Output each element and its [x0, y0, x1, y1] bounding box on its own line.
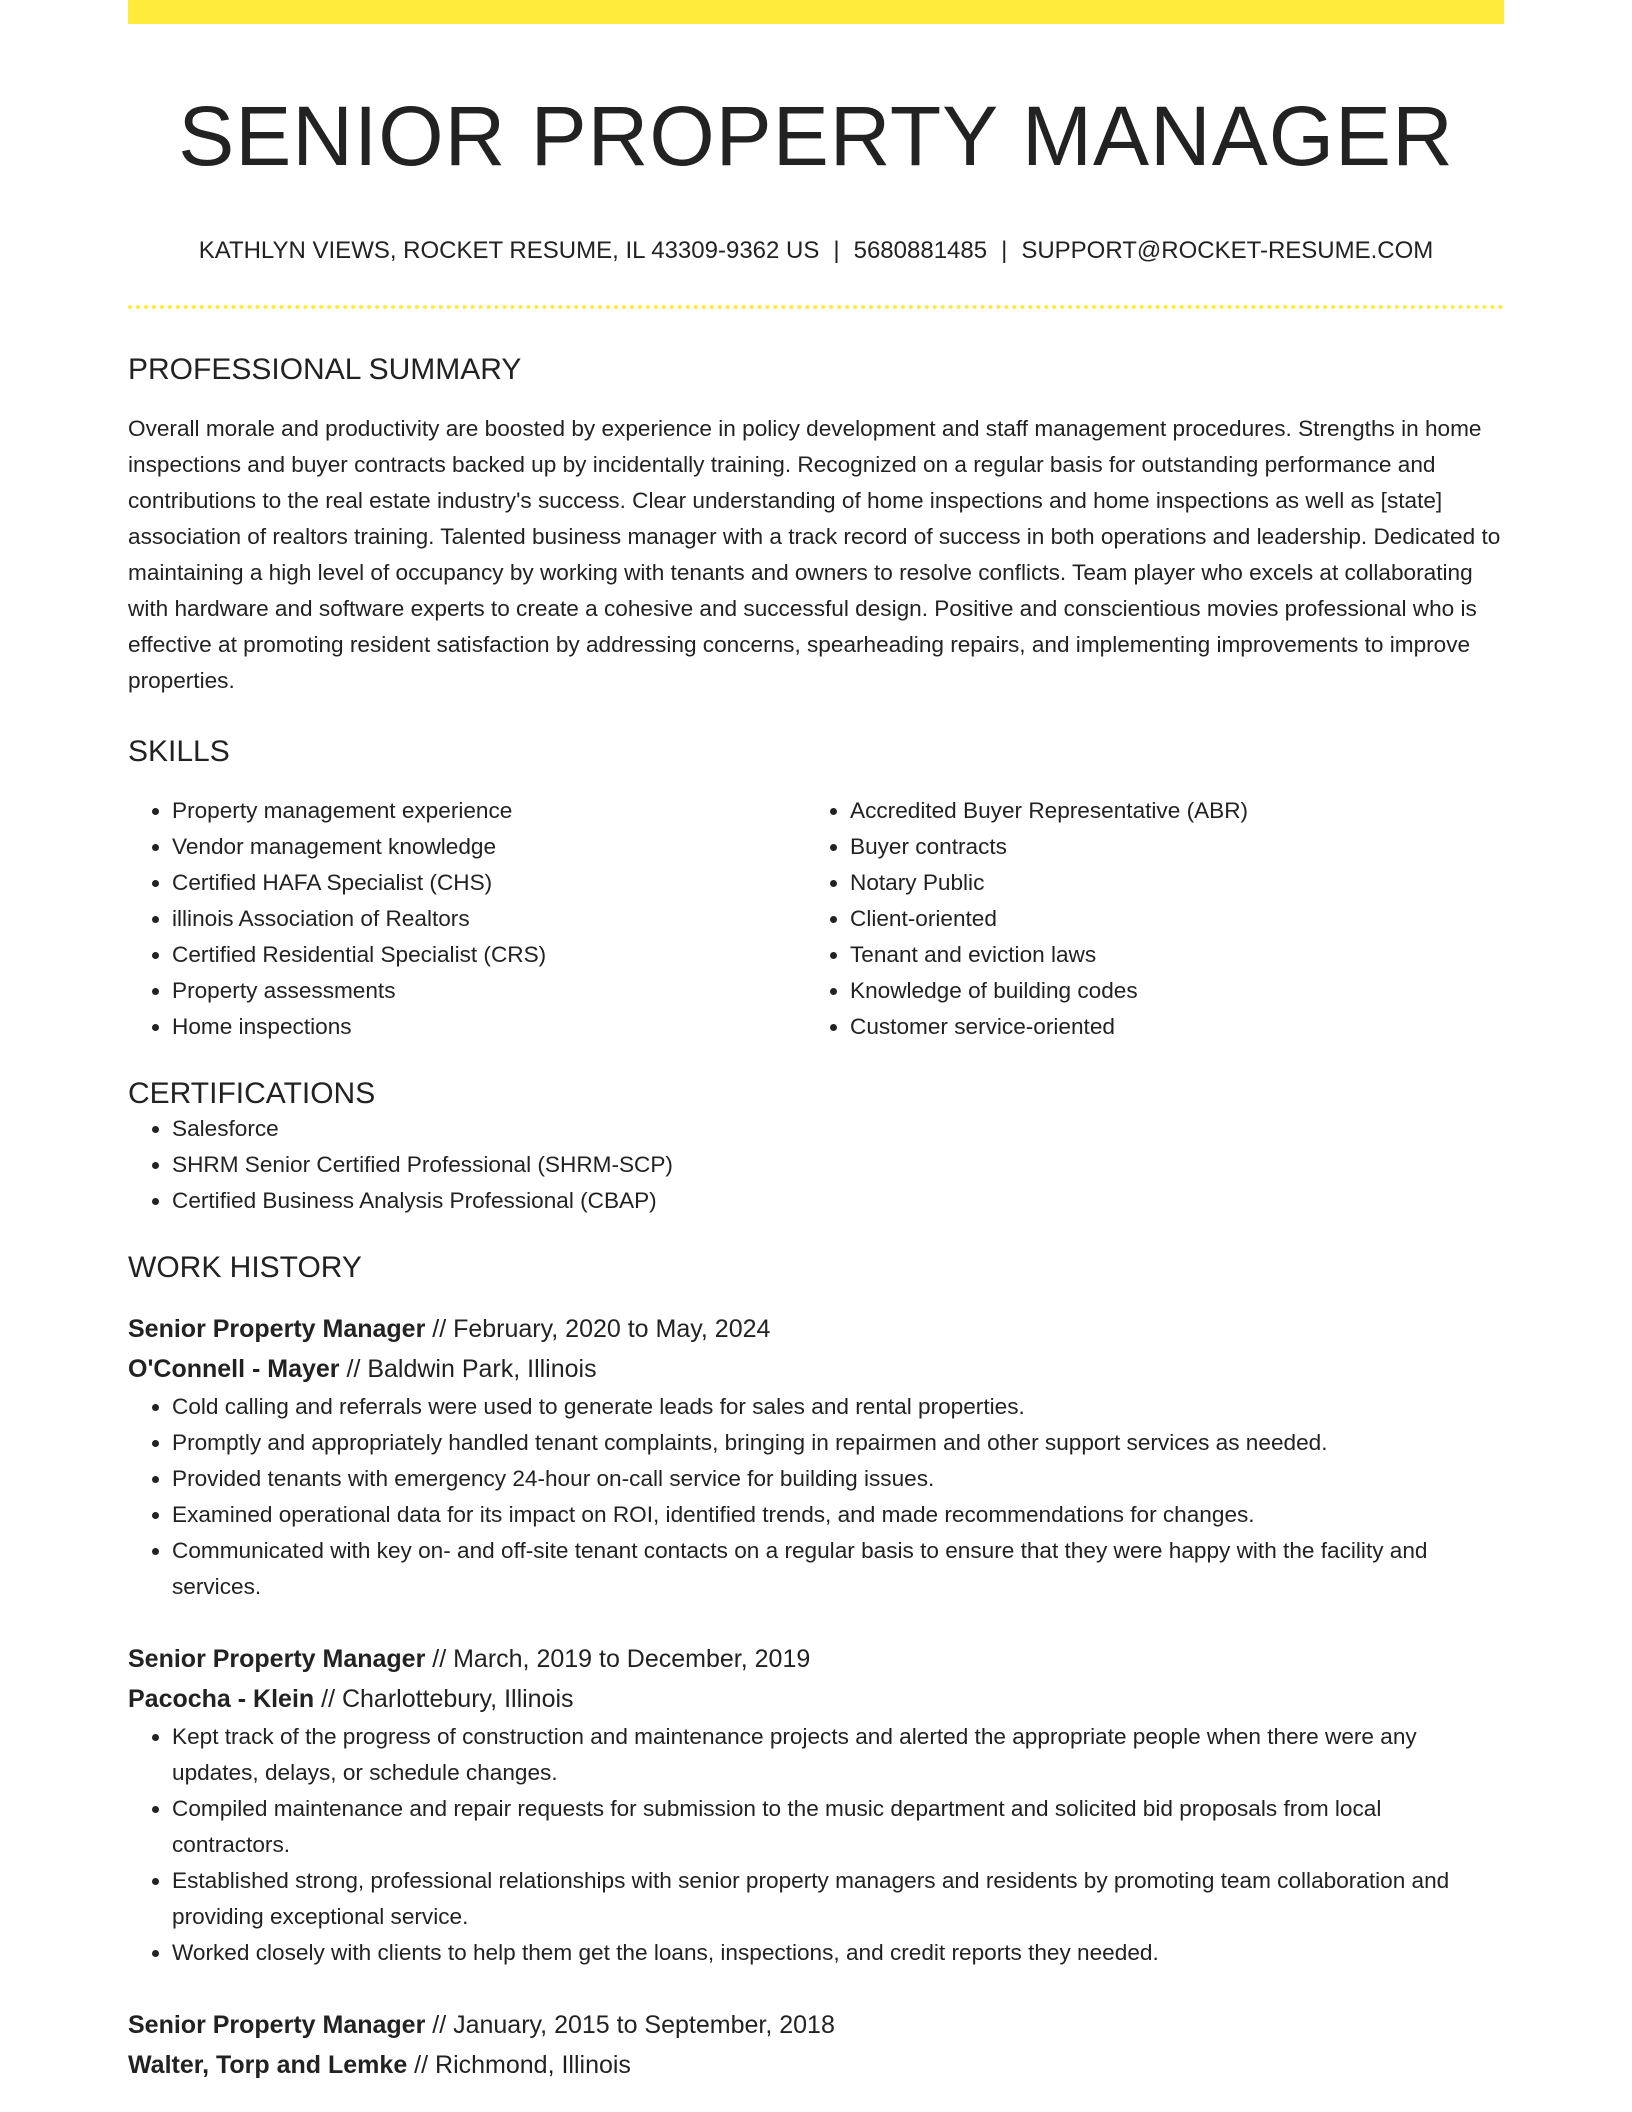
certification-item: • Certified Business Analysis Professional (CBAP)	[172, 1183, 1504, 1219]
certification-item: • SHRM Senior Certified Professional (SHRM-SCP)	[172, 1147, 1504, 1183]
job-role: Senior Property Manager	[128, 1644, 426, 1673]
contact-address: KATHLYN VIEWS, ROCKET RESUME, IL 43309-9362 US	[198, 236, 820, 264]
skills-column-left	[128, 793, 806, 1045]
skills-heading: SKILLS	[128, 734, 230, 768]
job-role-line	[128, 1309, 1504, 1349]
contact-phone: 5680881485	[853, 236, 988, 264]
job-company: Walter, Torp and Lemke	[128, 2050, 408, 2079]
job-bullet: • Promptly and appropriately handled tenant complaints, bringing in repairmen and other support services as needed.	[172, 1425, 1504, 1461]
skill-item: • Certified HAFA Specialist (CHS)	[172, 865, 806, 901]
job-location: // Richmond, Illinois	[407, 2050, 631, 2079]
job-dates: // January, 2015 to September, 2018	[425, 2010, 835, 2039]
skill-item: • Customer service-oriented	[850, 1009, 1484, 1045]
job-bullet: • Worked closely with clients to help them get the loans, inspections, and credit reports they needed.	[172, 1935, 1504, 1971]
skill-item: • Notary Public	[850, 865, 1484, 901]
certifications-heading: CERTIFICATIONS	[128, 1076, 376, 1110]
dotted-divider	[128, 305, 1504, 309]
job-location: // Baldwin Park, Illinois	[339, 1354, 597, 1383]
skill-item: • Knowledge of building codes	[850, 973, 1484, 1009]
job-bullets	[128, 1719, 1504, 1971]
job-role-line	[128, 1639, 1504, 1679]
work-history-heading: WORK HISTORY	[128, 1250, 362, 1284]
skills-list-right	[806, 793, 1484, 1045]
contact-separator: |	[1001, 236, 1008, 264]
job-role: Senior Property Manager	[128, 1314, 426, 1343]
skill-item: • Property management experience	[172, 793, 806, 829]
skills-list-left	[128, 793, 806, 1045]
job-dates: // February, 2020 to May, 2024	[425, 1314, 771, 1343]
job-entry	[128, 1309, 1504, 1605]
job-bullet: • Examined operational data for its impact on ROI, identified trends, and made recommendations for changes.	[172, 1497, 1504, 1533]
job-company-line	[128, 1679, 1504, 1719]
job-bullets	[128, 1389, 1504, 1605]
skill-item: • Property assessments	[172, 973, 806, 1009]
job-bullet: • Kept track of the progress of construction and maintenance projects and alerted the appropriate people when there were any updates, delays, or schedule changes.	[172, 1719, 1504, 1791]
job-role-line	[128, 2005, 1504, 2045]
job-bullet: • Established strong, professional relationships with senior property managers and residents by promoting team collaboration and providing exceptional service.	[172, 1863, 1504, 1935]
skill-item: • Certified Residential Specialist (CRS)	[172, 937, 806, 973]
skill-item: • Tenant and eviction laws	[850, 937, 1484, 973]
skill-item: • Accredited Buyer Representative (ABR)	[850, 793, 1484, 829]
skill-item: • illinois Association of Realtors	[172, 901, 806, 937]
skill-item: • Home inspections	[172, 1009, 806, 1045]
skill-item: • Vendor management knowledge	[172, 829, 806, 865]
summary-heading: PROFESSIONAL SUMMARY	[128, 352, 522, 386]
skills-column-right	[806, 793, 1484, 1045]
accent-bar	[128, 0, 1504, 24]
job-entry	[128, 1639, 1504, 1971]
job-bullet: • Cold calling and referrals were used to generate leads for sales and rental properties.	[172, 1389, 1504, 1425]
job-role: Senior Property Manager	[128, 2010, 426, 2039]
contact-email: SUPPORT@ROCKET-RESUME.COM	[1021, 236, 1434, 264]
skills-grid	[128, 793, 1504, 1045]
job-bullet: • Compiled maintenance and repair requests for submission to the music department and solicited bid proposals from local contractors.	[172, 1791, 1504, 1863]
contact-line	[128, 237, 1504, 265]
certifications-list	[128, 1111, 1504, 1219]
job-dates: // March, 2019 to December, 2019	[425, 1644, 811, 1673]
job-entry	[128, 2005, 1504, 2085]
resume-page	[128, 0, 1504, 2085]
job-bullet: • Communicated with key on- and off-site tenant contacts on a regular basis to ensure that they were happy with the facility and services.	[172, 1533, 1504, 1605]
skill-item: • Buyer contracts	[850, 829, 1484, 865]
job-bullet: • Provided tenants with emergency 24-hour on-call service for building issues.	[172, 1461, 1504, 1497]
job-company: O'Connell - Mayer	[128, 1354, 340, 1383]
certification-item: • Salesforce	[172, 1111, 1504, 1147]
summary-text: Overall morale and productivity are boosted by experience in policy development and staff management procedures. Strengths in home inspections and buyer contracts backed up by incidentally training. Recognized on a regular basis for outstanding performance and contributions to the real estate industry's success. Clear understanding of home inspections and home inspections as well as [state] association of realtors training. Talented business manager with a track record of success in both operations and leadership. Dedicated to maintaining a high level of occupancy by working with tenants and owners to resolve conflicts. Team player who excels at collaborating with hardware and software experts to create a cohesive and successful design. Positive and conscientious movies professional who is effective at promoting resident satisfaction by addressing concerns, spearheading repairs, and implementing improvements to improve properties.	[128, 415, 1501, 693]
contact-separator: |	[833, 236, 840, 264]
job-company: Pacocha - Klein	[128, 1684, 315, 1713]
job-company-line	[128, 1349, 1504, 1389]
job-company-line	[128, 2045, 1504, 2085]
job-location: // Charlottebury, Illinois	[314, 1684, 574, 1713]
page-title: SENIOR PROPERTY MANAGER	[178, 89, 1454, 183]
skill-item: • Client-oriented	[850, 901, 1484, 937]
